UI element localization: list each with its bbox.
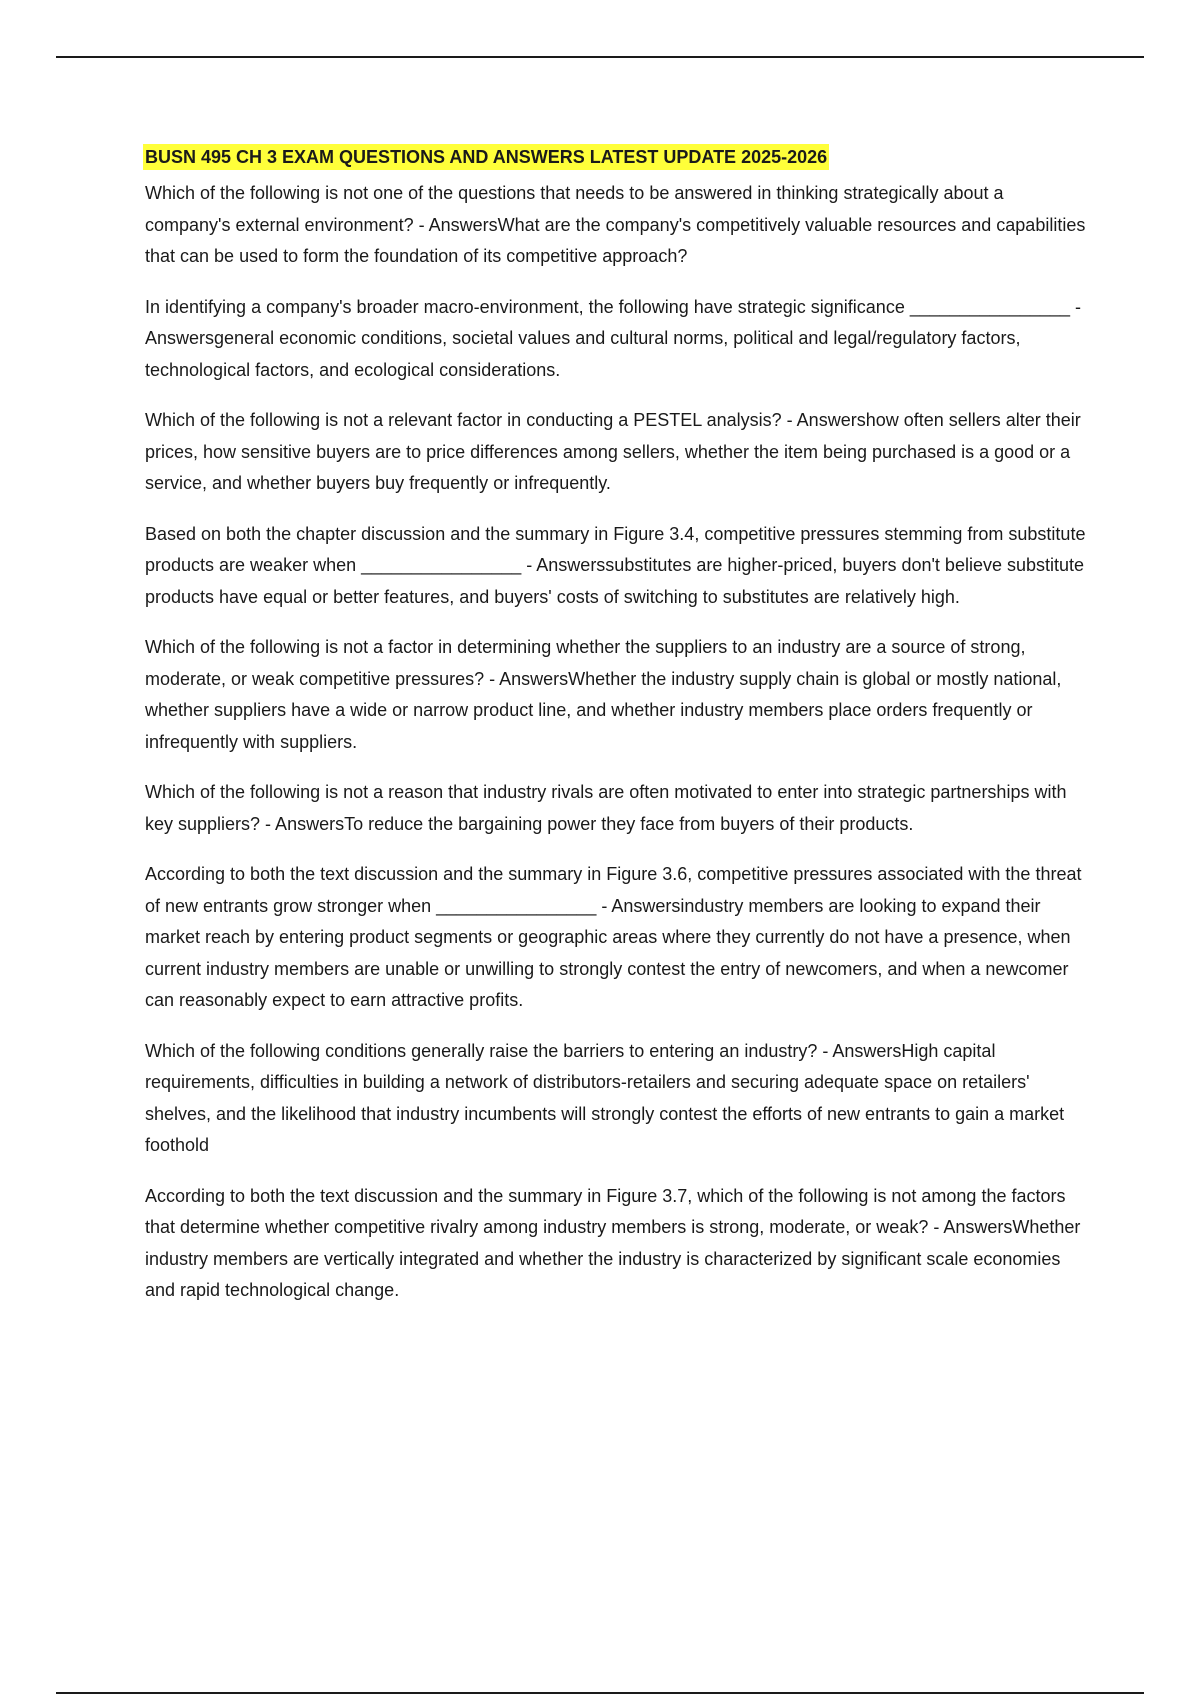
qa-item: Which of the following is not a relevant factor in conducting a PESTEL analysis? - Answershow often sellers alter their prices, how sensitive buyers are to price differences among sellers, whether the item being purchased is a good or a service, and whether buyers buy frequently or infrequently. — [145, 410, 1081, 493]
document-title: BUSN 495 CH 3 EXAM QUESTIONS AND ANSWERS LATEST UPDATE 2025-2026 — [143, 144, 829, 170]
top-rule — [56, 56, 1144, 58]
qa-item: In identifying a company's broader macro-environment, the following have strategic significance ________________ - Answersgeneral economic conditions, societal values and cultural norms, political and legal/regulatory factors, technological factors, and ecological considerations. — [145, 296, 1081, 380]
qa-item: According to both the text discussion and the summary in Figure 3.6, competitive pressures associated with the threat of new entrants grow stronger when ________________ - Answersindustry members are looking to expand their market reach by entering product segments or geographic areas where they currently do not have a presence, when current industry members are unable or unwilling to strongly contest the entry of newcomers, and when a newcomer can reasonably expect to earn attractive profits. — [145, 864, 1082, 1010]
document-body — [145, 144, 1090, 1326]
qa-item: Which of the following is not one of the questions that needs to be answered in thinking strategically about a company's external environment? - AnswersWhat are the company's competitively valuable resources and capabilities that can be used to form the foundation of its competitive approach? — [145, 183, 1086, 266]
qa-item: Which of the following is not a reason that industry rivals are often motivated to enter into strategic partnerships with key suppliers? - AnswersTo reduce the bargaining power they face from buyers of their products. — [145, 782, 1067, 834]
qa-item: Which of the following conditions generally raise the barriers to entering an industry? - AnswersHigh capital requirements, difficulties in building a network of distributors-retailers and securing adequate space on retailers' shelves, and the likelihood that industry incumbents will strongly contest the efforts of new entrants to gain a market foothold — [145, 1040, 1065, 1155]
qa-item: Which of the following is not a factor in determining whether the suppliers to an industry are a source of strong, moderate, or weak competitive pressures? - AnswersWhether the industry supply chain is global or mostly national, whether suppliers have a wide or narrow product line, and whether industry members place orders frequently or infrequently with suppliers. — [145, 637, 1062, 752]
bottom-rule — [56, 1692, 1144, 1694]
qa-item: According to both the text discussion and the summary in Figure 3.7, which of the following is not among the factors that determine whether competitive rivalry among industry members is strong, moderate, or weak? - AnswersWhether industry members are vertically integrated and whether the industry is characterized by significant scale economies and rapid technological change. — [145, 1185, 1081, 1300]
qa-item: Based on both the chapter discussion and the summary in Figure 3.4, competitive pressures stemming from substitute products are weaker when ________________ - Answerssubstitutes are higher-priced, buyers don't believe substitute products have equal or better features, and buyers' costs of switching to substitutes are relatively high. — [145, 523, 1086, 607]
